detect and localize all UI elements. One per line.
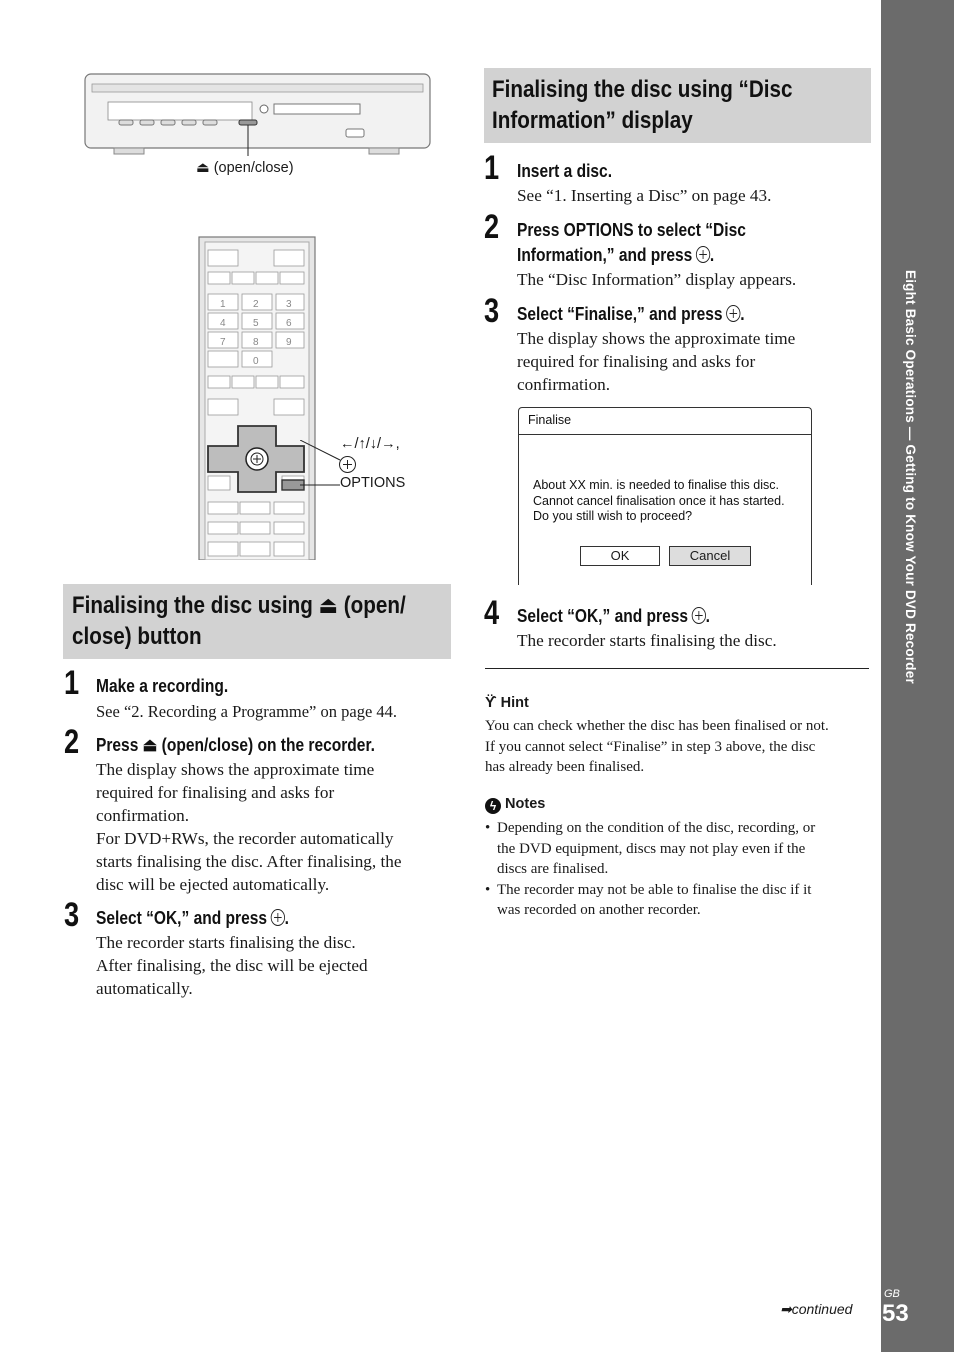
step-body: See “1. Inserting a Disc” on page 43.: [517, 186, 772, 205]
svg-text:6: 6: [286, 318, 292, 329]
enter-button-icon: [696, 246, 710, 263]
step-title: Press OPTIONS to select “Disc: [517, 219, 746, 240]
step-body: The recorder starts finalising the disc. After finalising, the disc will be ejected automatically.: [96, 933, 368, 998]
dialog-title-bar: [519, 408, 811, 435]
step-body: The display shows the approximate time required for finalising and asks for confirmation.: [517, 329, 796, 394]
dialog-cancel-button[interactable]: Cancel: [669, 546, 751, 566]
svg-text:3: 3: [286, 299, 292, 310]
step-title: Make a recording.: [96, 675, 229, 696]
step-number: 3: [64, 896, 80, 934]
svg-text:9: 9: [286, 337, 292, 348]
enter-button-icon: [339, 456, 356, 473]
eject-button-callout: ⏏ (open/close): [196, 160, 294, 176]
dialog-ok-button[interactable]: OK: [580, 546, 660, 566]
step-number: 2: [484, 208, 500, 246]
section-heading-eject: [63, 584, 451, 659]
svg-text:4: 4: [220, 318, 226, 329]
section-title-line1: Finalising the disc using ⏏ (open/: [72, 592, 406, 619]
svg-text:5: 5: [253, 318, 259, 329]
enter-button-icon: [726, 305, 740, 322]
step-title: Select “Finalise,” and press .: [517, 303, 745, 324]
step-title: Insert a disc.: [517, 160, 613, 181]
svg-text:8: 8: [253, 337, 259, 348]
step-number: 1: [484, 149, 500, 187]
enter-button-icon: [691, 607, 705, 624]
step-title: Press ⏏ (open/close) on the recorder.: [96, 734, 375, 755]
notes-heading: ϟ Notes: [485, 796, 545, 814]
continued-note: ➡continued: [780, 1301, 853, 1317]
hint-heading: ϔ Hint: [485, 694, 529, 711]
dialog-message: About XX min. is needed to finalise this disc. Cannot cancel finalisation once it has started. Do you still wish to proceed?: [533, 478, 785, 523]
step-title: Select “OK,” and press .: [96, 907, 289, 928]
caution-icon: ϟ: [485, 798, 501, 814]
step-body: The “Disc Information” display appears.: [517, 270, 797, 289]
section-title-line2: close) button: [72, 623, 202, 650]
step-body: The recorder starts finalising the disc.: [517, 631, 777, 650]
svg-text:7: 7: [220, 337, 226, 348]
note-item: • Depending on the condition of the disc, recording, or the DVD equipment, discs may not play even if the discs are finalised.: [485, 820, 816, 877]
divider-line: [485, 668, 869, 669]
svg-text:0: 0: [253, 356, 259, 367]
remote-callout-lines: [300, 440, 342, 492]
section-title-line2: Information” display: [492, 107, 693, 134]
lightbulb-icon: ϔ: [485, 694, 497, 711]
arrow-keys-callout: ←/↑/↓/→,: [340, 436, 400, 452]
continued-arrow-icon: ➡: [780, 1301, 792, 1317]
svg-text:1: 1: [220, 299, 226, 310]
finalise-dialog: [518, 407, 812, 585]
chapter-title-vertical: Eight Basic Operations — Getting to Know Your DVD Recorder: [903, 270, 918, 684]
step-body: See “2. Recording a Programme” on page 44.: [96, 702, 398, 721]
step-title: Select “OK,” and press .: [517, 605, 710, 626]
page-number: 53: [882, 1300, 909, 1327]
section-title-line1: Finalising the disc using “Disc: [492, 76, 793, 103]
notes-list: [485, 818, 815, 921]
remote-control-illustration: [198, 236, 318, 560]
step-number: 3: [484, 292, 500, 330]
hint-text: You can check whether the disc has been finalised or not. If you cannot select “Finalise” in step 3 above, the disc has already been finalised.: [485, 718, 829, 775]
enter-button-icon: [270, 909, 284, 926]
step-number: 1: [64, 664, 80, 702]
page-region-code: GB: [884, 1288, 900, 1300]
section-heading-disc-info: [484, 68, 871, 143]
recorder-front-illustration: [84, 72, 431, 156]
dialog-title: Finalise: [528, 413, 572, 427]
svg-text:2: 2: [253, 299, 259, 310]
step-number: 2: [64, 723, 80, 761]
note-item: • The recorder may not be able to finalise the disc if it was recorded on another recorder.: [485, 881, 812, 918]
step-number: 4: [484, 594, 500, 632]
step-title: Information,” and press .: [517, 244, 715, 265]
options-button-callout: OPTIONS: [340, 475, 406, 491]
step-body: The display shows the approximate time required for finalising and asks for confirmation. For DVD+RWs, the recorder automatically starts finalising the disc. After finalising, the disc will be ejected automatically.: [96, 760, 402, 894]
